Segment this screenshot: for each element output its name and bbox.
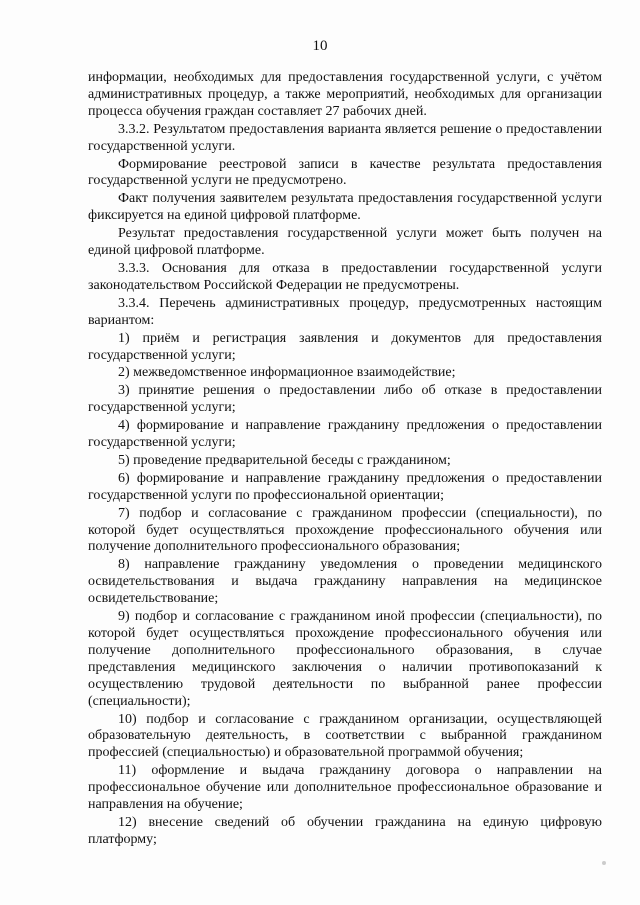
paragraph: 9) подбор и согласование с гражданином иной профессии (специальности), по которой будет осуществляться прохождение профессионального обучения или получение дополнительного профессионального образования, в случае представления медицинского заключения о наличии противопоказаний к осуществлению трудовой деятельности по выбранной ранее профессии (специальности); — [88, 609, 602, 709]
paragraph: 7) подбор и согласование с гражданином профессии (специальности), по которой будет осуществляться прохождение профессионального обучения или получение дополнительного профессионального образования; — [88, 505, 602, 555]
paragraph: Результат предоставления государственной услуги может быть получен на единой цифровой платформе. — [88, 226, 602, 259]
paragraph: 2) межведомственное информационное взаимодействие; — [118, 365, 456, 381]
paragraph: Формирование реестровой записи в качестве результата предоставления государственной услуги не предусмотрено. — [88, 156, 602, 189]
paragraph: 3.3.4. Перечень административных процедур, предусмотренных настоящим вариантом: — [88, 295, 602, 328]
paragraph: Факт получения заявителем результата предоставления государственной услуги фиксируется на единой цифровой платформе. — [88, 191, 602, 224]
paragraph: 3.3.2. Результатом предоставления варианта является решение о предоставлении государственной услуги. — [88, 121, 602, 154]
paragraph: 1) приём и регистрация заявления и документов для предоставления государственной услуги; — [88, 330, 602, 363]
paragraph: информации, необходимых для предоставления государственной услуги, с учётом административных процедур, а также мероприятий, необходимых для организации процесса обучения граждан составляет 27 рабочих дней. — [88, 70, 602, 119]
paragraph: 6) формирование и направление гражданину предложения о предоставлении государственной услуги по профессиональной ориентации; — [88, 470, 602, 503]
paragraph: 10) подбор и согласование с гражданином организации, осуществляющей образовательную деятельность, в соответствии с выбранной гражданином профессией (специальностью) и образовательной программой обучения; — [88, 711, 602, 761]
paragraph: 3.3.3. Основания для отказа в предоставлении государственной услуги законодательством Российской Федерации не предусмотрены. — [88, 260, 602, 293]
paragraph: 3) принятие решения о предоставлении либо об отказе в предоставлении государственной услуги; — [88, 383, 602, 416]
page-number: 10 — [312, 38, 328, 54]
paragraph: 11) оформление и выдача гражданину договора о направлении на профессиональное обучение или дополнительное профессиональное образование и направления на обучение; — [88, 763, 602, 813]
paragraph: 8) направление гражданину уведомления о проведении медицинского освидетельствования и выдача гражданину направления на медицинское освидетельствование; — [88, 557, 602, 607]
paragraph: 4) формирование и направление гражданину предложения о предоставлении государственной услуги; — [88, 418, 602, 451]
scan-artifact — [602, 861, 606, 865]
paragraph: 5) проведение предварительной беседы с гражданином; — [118, 452, 451, 468]
document-body — [88, 70, 602, 850]
paragraph: 12) внесение сведений об обучении гражданина на единую цифровую платформу; — [88, 814, 602, 847]
